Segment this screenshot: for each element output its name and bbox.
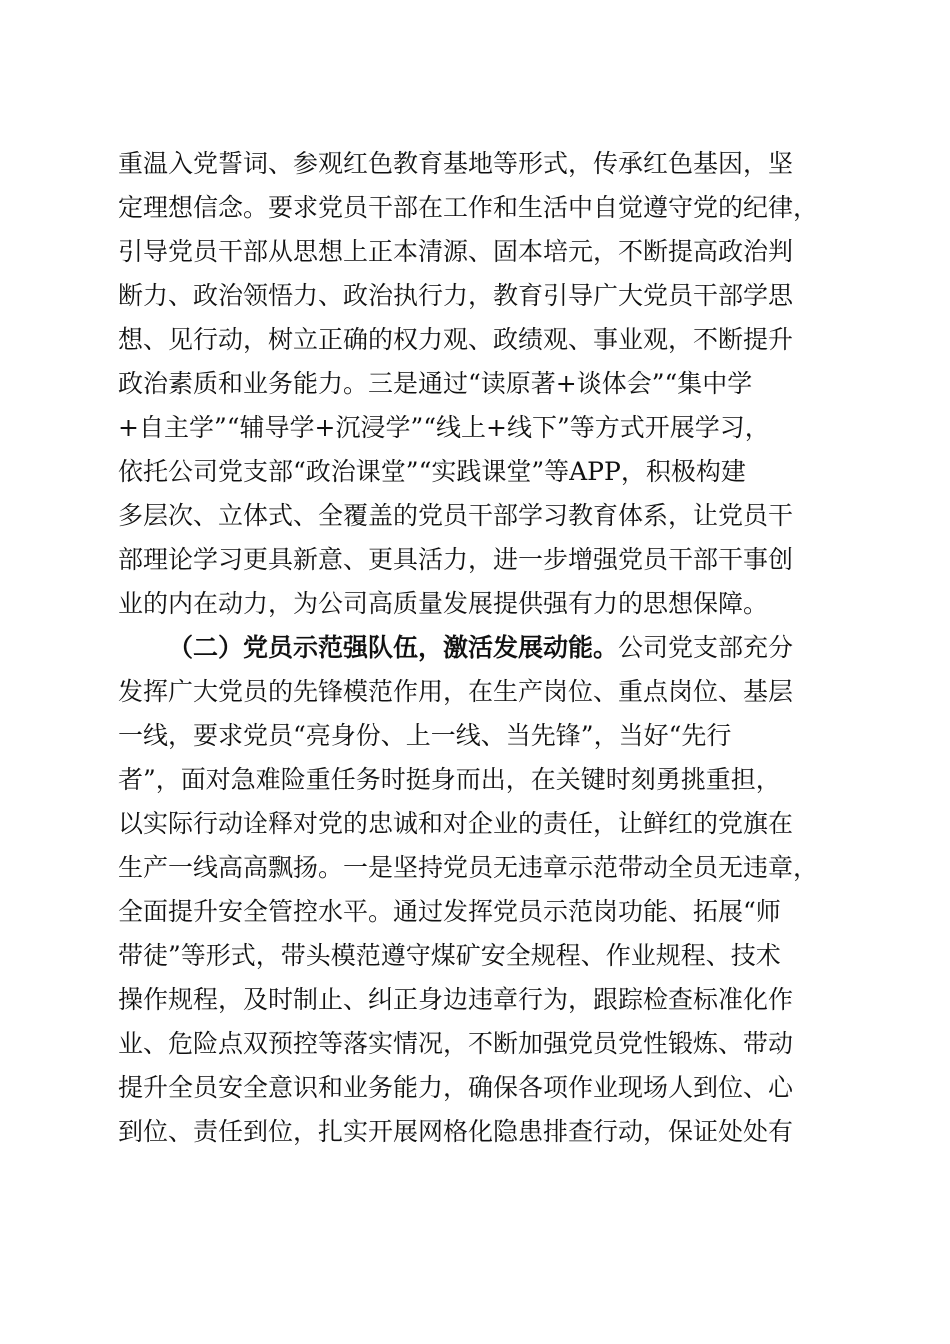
paragraph-2-line-7: 全面提升安全管控水平。通过发挥党员示范岗功能、拓展“师 [118, 897, 781, 926]
paragraph-1-line-3: 引导党员干部从思想上正本清源、固本培元，不断提高政治判 [118, 237, 794, 266]
paragraph-1-line-8: 依托公司党支部“政治课堂”“实践课堂”等APP，积极构建 [118, 457, 746, 486]
paragraph-2-line-6: 生产一线高高飘扬。一是坚持党员无违章示范带动全员无违章， [118, 853, 819, 882]
paragraph-1-line-4: 断力、政治领悟力、政治执行力，教育引导广大党员干部学思 [118, 281, 794, 310]
paragraph-2-line-11: 提升全员安全意识和业务能力，确保各项作业现场人到位、心 [118, 1073, 794, 1102]
section-heading: （二）党员示范强队伍，激活发展动能。 [168, 633, 619, 662]
paragraph-1-line-2: 定理想信念。要求党员干部在工作和生活中自觉遵守党的纪律， [118, 193, 819, 222]
paragraph-2-line-4: 者”，面对急难险重任务时挺身而出，在关键时刻勇挑重担， [118, 765, 781, 794]
paragraph-2-line-8: 带徒”等形式，带头模范遵守煤矿安全规程、作业规程、技术 [118, 941, 781, 970]
paragraph-2-line-12: 到位、责任到位，扎实开展网格化隐患排查行动，保证处处有 [118, 1117, 794, 1146]
paragraph-1-line-5: 想、见行动，树立正确的权力观、政绩观、事业观，不断提升 [118, 325, 794, 354]
paragraph-2-line-5: 以实际行动诠释对党的忠诚和对企业的责任，让鲜红的党旗在 [118, 809, 794, 838]
paragraph-2-line-9: 操作规程，及时制止、纠正身边违章行为，跟踪检查标准化作 [118, 985, 794, 1014]
paragraph-1-line-11: 业的内在动力，为公司高质量发展提供强有力的思想保障。 [118, 589, 769, 618]
paragraph-2-first-line-text: 公司党支部充分 [618, 633, 794, 662]
paragraph-1-line-1: 重温入党誓词、参观红色教育基地等形式，传承红色基因，坚 [118, 149, 794, 178]
paragraph-2-line-2: 发挥广大党员的先锋模范作用，在生产岗位、重点岗位、基层 [118, 677, 794, 706]
paragraph-2-first-line [118, 626, 838, 670]
document-body [118, 142, 838, 1154]
paragraph-1-line-7: +自主学”“辅导学+沉浸学”“线上+线下”等方式开展学习， [118, 413, 770, 442]
paragraph-1-line-10: 部理论学习更具新意、更具活力，进一步增强党员干部干事创 [118, 545, 794, 574]
paragraph-1-line-6: 政治素质和业务能力。三是通过“读原著+谈体会”“集中学 [118, 369, 753, 398]
paragraph-2-line-10: 业、危险点双预控等落实情况，不断加强党员党性锻炼、带动 [118, 1029, 794, 1058]
paragraph-2-line-3: 一线，要求党员“亮身份、上一线、当先锋”，当好“先行 [118, 721, 732, 750]
paragraph-1-line-9: 多层次、立体式、全覆盖的党员干部学习教育体系，让党员干 [118, 501, 794, 530]
